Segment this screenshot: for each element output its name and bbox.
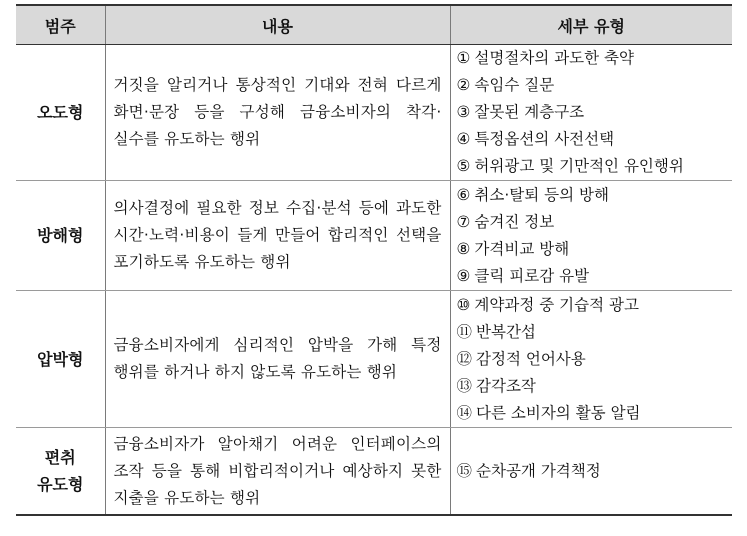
item-text: 설명절차의 과도한 축약 bbox=[474, 49, 634, 67]
types-cell bbox=[450, 181, 732, 291]
item-number: ⑮ bbox=[456, 461, 473, 480]
item-number: ⑫ bbox=[456, 349, 473, 368]
dark-pattern-table bbox=[16, 4, 732, 516]
type-list bbox=[457, 45, 727, 180]
header-row bbox=[16, 5, 732, 45]
types-cell bbox=[450, 291, 732, 428]
item-text: 속임수 질문 bbox=[474, 76, 555, 94]
item-number: ⑧ bbox=[456, 239, 471, 258]
list-item bbox=[457, 263, 727, 290]
list-item bbox=[457, 458, 727, 485]
item-text: 허위광고 및 기만적인 유인행위 bbox=[474, 157, 684, 175]
list-item bbox=[457, 346, 727, 373]
item-text: 가격비교 방해 bbox=[474, 239, 570, 258]
item-text: 반복간섭 bbox=[476, 322, 536, 341]
category-label: 방해형 bbox=[37, 226, 84, 245]
category-cell bbox=[16, 291, 105, 428]
item-number: ② bbox=[456, 76, 471, 94]
list-item bbox=[457, 400, 727, 427]
list-item bbox=[457, 72, 727, 99]
item-text: 취소·탈퇴 등의 방해 bbox=[474, 185, 609, 204]
list-item bbox=[457, 126, 727, 153]
item-text: 다른 소비자의 활동 알림 bbox=[476, 403, 641, 422]
list-item bbox=[457, 373, 727, 400]
list-item bbox=[457, 319, 727, 346]
item-text: 잘못된 계층구조 bbox=[474, 103, 585, 121]
type-list bbox=[457, 292, 727, 427]
header-category: 범주 bbox=[16, 5, 105, 45]
item-number: ⑩ bbox=[456, 295, 471, 314]
item-number: ④ bbox=[456, 130, 471, 148]
list-item bbox=[457, 182, 727, 209]
list-item bbox=[457, 236, 727, 263]
table-row bbox=[16, 181, 732, 291]
types-cell bbox=[450, 428, 732, 516]
item-number: ⑬ bbox=[456, 376, 473, 395]
item-text: 순차공개 가격책정 bbox=[476, 461, 601, 480]
list-item bbox=[457, 45, 727, 72]
item-text: 클릭 피로감 유발 bbox=[474, 266, 590, 285]
category-label: 오도형 bbox=[37, 103, 84, 122]
item-number: ⑪ bbox=[456, 322, 473, 341]
category-cell bbox=[16, 181, 105, 291]
list-item bbox=[457, 99, 727, 126]
item-number: ⑦ bbox=[456, 212, 471, 231]
header-detail: 세부 유형 bbox=[450, 5, 732, 45]
item-text: 감각조작 bbox=[476, 376, 536, 395]
item-text: 특정옵션의 사전선택 bbox=[474, 130, 615, 148]
type-list bbox=[457, 458, 727, 485]
table-row bbox=[16, 45, 732, 181]
category-label: 압박형 bbox=[37, 349, 84, 369]
item-text: 계약과정 중 기습적 광고 bbox=[474, 295, 639, 314]
description-cell: 금융소비자에게 심리적인 압박을 가해 특정 행위를 하거나 하지 않도록 유도하는 행위 bbox=[105, 291, 450, 428]
description-cell: 거짓을 알리거나 통상적인 기대와 전혀 다르게 화면·문장 등을 구성해 금융소비자의 착각·실수를 유도하는 행위 bbox=[105, 45, 450, 181]
category-cell bbox=[16, 45, 105, 181]
category-cell bbox=[16, 428, 105, 516]
item-number: ⑥ bbox=[456, 185, 471, 204]
description-cell: 금융소비자가 알아채기 어려운 인터페이스의 조작 등을 통해 비합리적이거나 예상하지 못한 지출을 유도하는 행위 bbox=[105, 428, 450, 516]
item-number: ⑤ bbox=[456, 157, 471, 175]
item-number: ⑭ bbox=[456, 403, 473, 422]
table-row bbox=[16, 428, 732, 516]
category-label-line-1: 편취 bbox=[44, 448, 76, 467]
list-item bbox=[457, 153, 727, 180]
list-item bbox=[457, 209, 727, 236]
header-content: 내용 bbox=[105, 5, 450, 45]
category-label-line-2: 유도형 bbox=[37, 475, 84, 494]
item-number: ① bbox=[456, 49, 471, 67]
table-row bbox=[16, 291, 732, 428]
item-text: 감정적 언어사용 bbox=[476, 349, 586, 368]
item-number: ⑨ bbox=[456, 266, 471, 285]
item-text: 숨겨진 정보 bbox=[474, 212, 555, 231]
description-cell: 의사결정에 필요한 정보 수집·분석 등에 과도한 시간·노력·비용이 들게 만들어 합리적인 선택을 포기하도록 유도하는 행위 bbox=[105, 181, 450, 291]
type-list bbox=[457, 182, 727, 290]
list-item bbox=[457, 292, 727, 319]
types-cell bbox=[450, 45, 732, 181]
item-number: ③ bbox=[456, 103, 471, 121]
